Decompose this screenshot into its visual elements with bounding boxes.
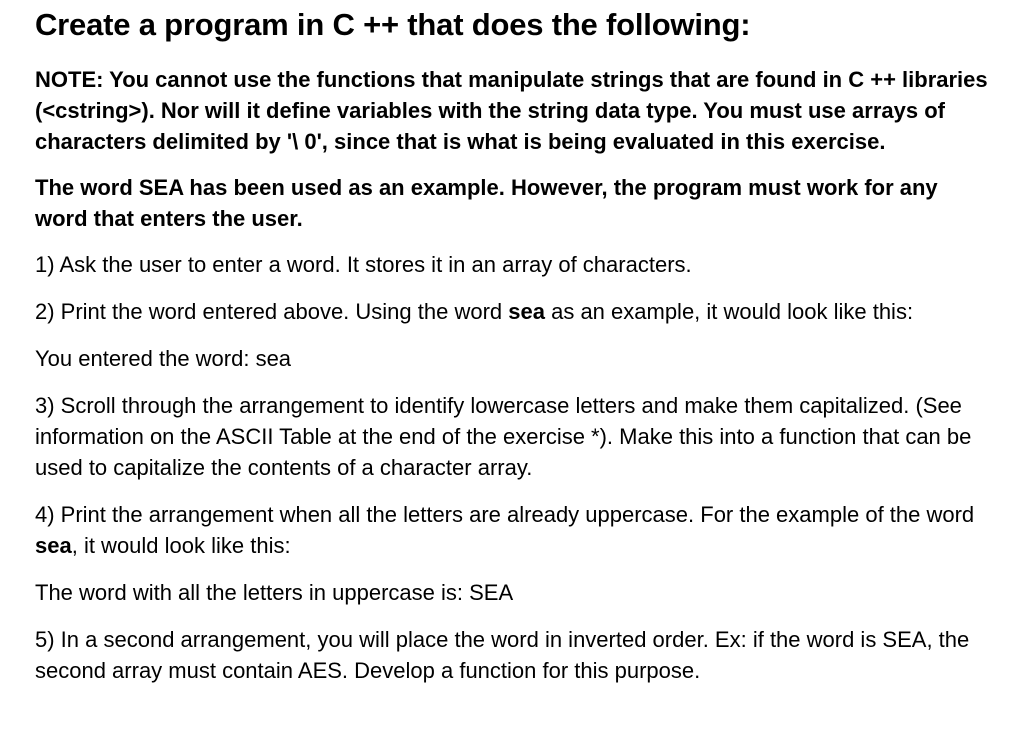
step-2-bold-word: sea <box>508 299 545 324</box>
note-paragraph: NOTE: You cannot use the functions that manipulate strings that are found in C ++ libraries (<cstring>). Nor will it define variables with the string data type. You must use arrays of characters delimited by '\ 0', since that is what is being evaluated in this exercise. <box>35 67 988 154</box>
page-title: Create a program in C ++ that does the following: <box>35 7 751 42</box>
example-note-paragraph: The word SEA has been used as an example. However, the program must work for any word that enters the user. <box>35 175 938 231</box>
step-4-text-before: 4) Print the arrangement when all the letters are already uppercase. For the example of the word <box>35 502 975 527</box>
step-4-bold-word: sea <box>35 533 72 558</box>
step-5-paragraph: 5) In a second arrangement, you will place the word in inverted order. Ex: if the word is SEA, the second array must contain AES. Develop a function for this purpose. <box>35 627 970 683</box>
step-2-paragraph <box>35 296 994 327</box>
output-example-2: The word with all the letters in uppercase is: SEA <box>35 580 514 605</box>
step-3-paragraph: 3) Scroll through the arrangement to identify lowercase letters and make them capitalized. (See information on the ASCII Table at the end of the exercise *). Make this into a function that can be used to capitalize the contents of a character array. <box>35 393 972 480</box>
step-4-paragraph <box>35 499 994 561</box>
step-4-text-after: , it would look like this: <box>71 533 291 558</box>
step-2-text-before: 2) Print the word entered above. Using the word <box>35 299 509 324</box>
step-1-paragraph: 1) Ask the user to enter a word. It stores it in an array of characters. <box>35 252 692 277</box>
step-2-text-after: as an example, it would look like this: <box>544 299 914 324</box>
output-example-1: You entered the word: sea <box>35 346 292 371</box>
